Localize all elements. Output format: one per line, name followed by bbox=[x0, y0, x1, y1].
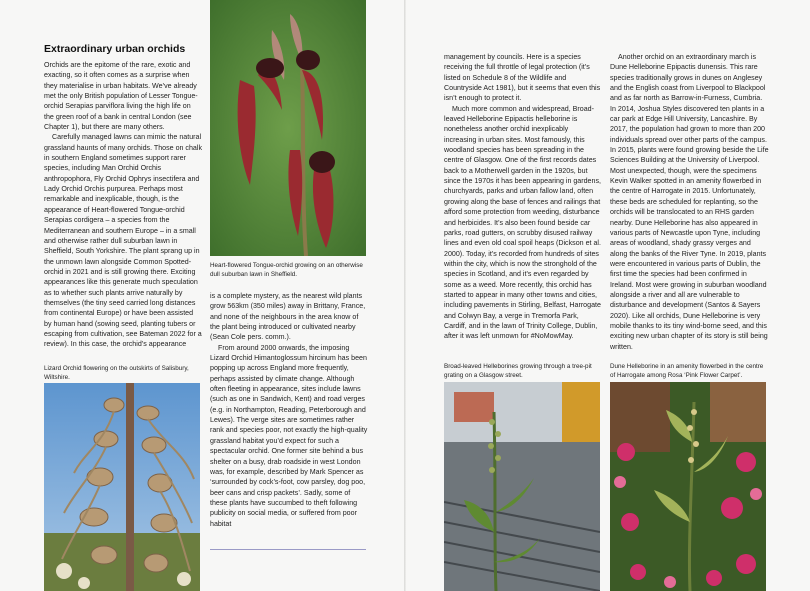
paragraph: management by councils. Here is a species receiving the full throttle of legal protection (it’s listed on Schedule 8 of the Wildlife and Countryside Act 1981), but it seems that even this isn’t enough to protect it. bbox=[444, 53, 601, 103]
photo-broad-leaved-helleborine bbox=[444, 382, 600, 591]
column-4 bbox=[610, 52, 770, 352]
photo-lizard-orchid bbox=[44, 383, 200, 591]
column-2 bbox=[210, 291, 368, 529]
paragraph: Another orchid on an extraordinary march is Dune Helleborine Epipactis dunensis. This rare species traditionally grows in dunes on Anglesey and the English coast from Liverpool to Blackpool and as far north as Barrow-in-Furness, Cumbria. In 2014, Joshua Styles discovered ten plants in a car park at Edge Hill University, Lancashire. By 2017, the population had grown to more than 200 individuals spread over other parts of the campus. In 2015, plants were found growing beside the Life Sciences Building at the University of Liverpool. Most unexpected, though, were the specimens Kevin Walker spotted in an amenity flowerbed in the centre of Harrogate in 2015. Unfortunately, these beds are scheduled for replanting, so the orchids will be translocated to an RHS garden nearby. Dune Helleborine has also appeared in various parts of Newcastle upon Tyne, including areas of woodland, shady grassy verges and along the banks of the River Tyne. In 2019, plants were encountered in various parts of Dublin, the first time the species had been confirmed in Ireland. Most were growing in suburban woodland alongside a river and all are vulnerable to disturbance and development (Santos & Sayers 2020). Like all orchids, Dune Helleborine is very mobile thanks to its tiny wind-borne seed, and this exciting new urban chapter of its story is still being written. bbox=[610, 53, 769, 351]
photo-dune-helleborine bbox=[610, 382, 766, 591]
photo-tongue-orchid bbox=[210, 0, 366, 256]
caption-lizard-orchid: Lizard Orchid flowering on the outskirts of Salisbury, Wiltshire. bbox=[44, 365, 189, 381]
paragraph: Orchids are the epitome of the rare, exotic and exacting, so it often comes as a surprise when they materialise in urban habitats. We’ve already met the only British population of Lesser Tongue-orchid Serapias parviflora living the high life on the green roof of a bank in central London (see Chapter 1), but there are many others. bbox=[44, 61, 198, 132]
page-gutter bbox=[404, 0, 406, 591]
paragraph: Much more common and widespread, Broad-leaved Helleborine Epipactis helleborine is nonetheless another orchid inexplicably increasing in urban sites. Most famously, this woodland species has been spreading in the centre of Glasgow. One of the first records dates back to a Motherwell garden in the 1920s, but since the 1970s it has been appearing in gardens, churchyards, parks and urban fallow land, often growing along the base of fences and railings that afford some protection from weeding, disturbance and herbicides. It’s also been found beside car parks, road gutters, on scrubby disused railway lines and even old coal spoil heaps (Dickson et al. 2000). Today, it’s recorded from hundreds of sites within the city, which is now the stronghold of the species in Scotland, and it’s even regarded by some as a weed. More recently, this orchid has started to appear in many other towns and cities, including pavements in Stirling, Belfast, Harrogate and Colwyn Bay, a verge in Tremorfa Park, Cardiff, and in the lawn of Trinity College, Dublin, after it was left unmown for #NoMowMay. bbox=[444, 104, 601, 341]
divider-rule bbox=[210, 549, 366, 550]
paragraph: From around 2000 onwards, the imposing Lizard Orchid Himantoglossum hircinum has been popping up across England more frequently, perhaps assisted by climate change. Although often fleeting in appearance, sites include lawns (such as one in Sandwich, Kent) and road verges (e.g. in Northampton, Reading, Peterborough and Lewes). The verge sites are sometimes rather rank and species poor, not exactly the high-quality grassland habitat you’d expect for such a spectacular orchid. One former site behind a bus shelter on a busy, drab roadside in west London was, for example, described by Mark Spencer as ‘surrounded by cock’s-foot, cow parsley, dog poo, beer cans and crisp packets’. Sadly, some of these plants have succumbed to theft following publicity on social media, or suffered from poor habitat bbox=[210, 343, 368, 528]
column-3 bbox=[444, 52, 602, 342]
section-heading: Extraordinary urban orchids bbox=[44, 43, 186, 55]
caption-tongue-orchid: Heart-flowered Tongue-orchid growing on an otherwise dull suburban lawn in Sheffield. bbox=[210, 262, 363, 278]
column-1 bbox=[44, 60, 202, 350]
caption-dune-helleborine: Dune Helleborine in an amenity flowerbed in the centre of Harrogate among Rosa ‘Pink Flower Carpet’. bbox=[610, 363, 764, 379]
paragraph: Carefully managed lawns can mimic the natural grassland haunts of many orchids. Those on chalk in southern England sometimes support rarer species, including Man Orchid Orchis anthropophora, Fly Orchid Ophrys insectifera and Lady Orchid Orchis purpurea. Perhaps most remarkable and inexplicable, though, is the appearance of Heart-flowered Tongue-orchid Serapias cordigera – a species from the Mediterranean and southern Europe – in a small and otherwise rather dull suburban lawn in Sheffield, South Yorkshire. The plant sprang up in the unmown lawn alongside Common Spotted-orchid in 2021 and is still growing there. Exciting appearances like this generate much speculation as to whether such plants arrive naturally by themselves (the tiny seed carried long distances from continental Europe) or have been assisted by human hand (sowing seed, planting tubers or escaping from cultivation, see Bateman 2022 for a review). In this case, the orchid’s appearance bbox=[44, 133, 202, 349]
paragraph: is a complete mystery, as the nearest wild plants grow 563km (350 miles) away in Brittany, France, and none of the neighbours in the area know of the plant being introduced or cultivated nearby (Sean Cole pers. comm.). bbox=[210, 292, 366, 342]
caption-broad-leaved-helleborine: Broad-leaved Helleborines growing through a tree-pit grating on a Glasgow street. bbox=[444, 363, 592, 379]
